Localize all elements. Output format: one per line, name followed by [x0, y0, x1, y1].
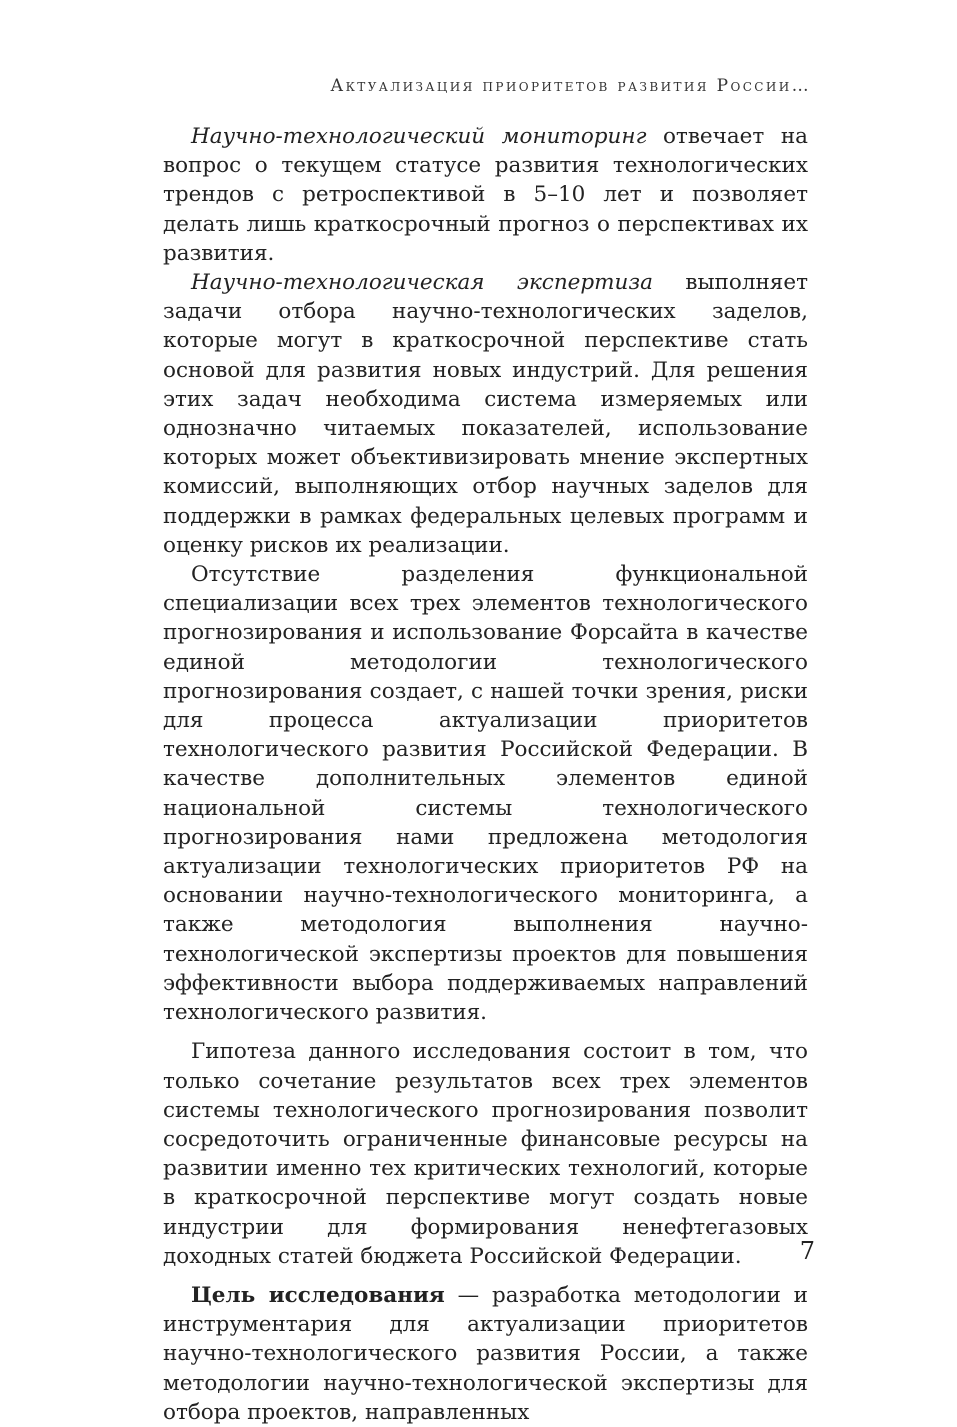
- paragraph-monitoring: [163, 122, 808, 268]
- paragraph-expertise-text: выполняет задачи отбора научно-технологических заделов, которые могут в краткосрочной перспективе стать основой для развития новых индустрий. Для решения этих задач необходима система измеряемых или однозначно читаемых показателей, использование которых может объективизировать мнение экспертных комиссий, выполняющих отбор научных заделов для поддержки в рамках федеральных целевых программ и оценку рисков их реализации.: [163, 270, 808, 558]
- running-head: Актуализация приоритетов развития России…: [330, 76, 811, 96]
- paragraph-research-goal: [163, 1281, 808, 1427]
- paragraph-foresight-risks: [163, 560, 808, 1027]
- body-text: [163, 122, 808, 1427]
- paragraph-hypothesis: [163, 1037, 808, 1271]
- paragraph-foresight-risks-text: Отсутствие разделения функциональной специализации всех трех элементов технологического прогнозирования и использование Форсайта в качестве единой методологии технологического прогнозирования создает, с нашей точки зрения, риски для процесса актуализации приоритетов технологического развития Российской Федерации. В качестве дополнительных элементов единой национальной системы технологического прогнозирования нами предложена методология актуализации технологических приоритетов РФ на основании научно-технологического мониторинга, а также методология выполнения научно-технологической экспертизы проектов для повышения эффективности выбора поддерживаемых направлений технологического развития.: [163, 562, 808, 1026]
- paragraph-research-goal-text: — разработка методологии и инструментария для актуализации приоритетов научно-технологического развития России, а также методологии научно-технологической экспертизы для отбора проектов, направленных: [163, 1282, 808, 1425]
- paragraph-monitoring-text: отвечает на вопрос о текущем статусе развития технологических трендов с ретроспективой в 5–10 лет и позволяет делать лишь краткосрочный прогноз о перспективах их развития.: [163, 124, 808, 266]
- paragraph-hypothesis-text: Гипотеза данного исследования состоит в том, что только сочетание результатов всех трех элементов системы технологического прогнозирования позволит сосредоточить ограниченные финансовые ресурсы на развитии именно тех критических технологий, которые в краткосрочной перспективе могут создать новые индустрии для формирования ненефтегазовых доходных статей бюджета Российской Федерации.: [163, 1039, 808, 1269]
- paragraph-expertise: [163, 268, 808, 560]
- term-monitoring: Научно-технологический мониторинг: [191, 124, 647, 149]
- term-expertise: Научно-технологическая экспертиза: [191, 270, 653, 296]
- term-research-goal: Цель исследования: [191, 1282, 445, 1308]
- page-number: 7: [799, 1237, 815, 1265]
